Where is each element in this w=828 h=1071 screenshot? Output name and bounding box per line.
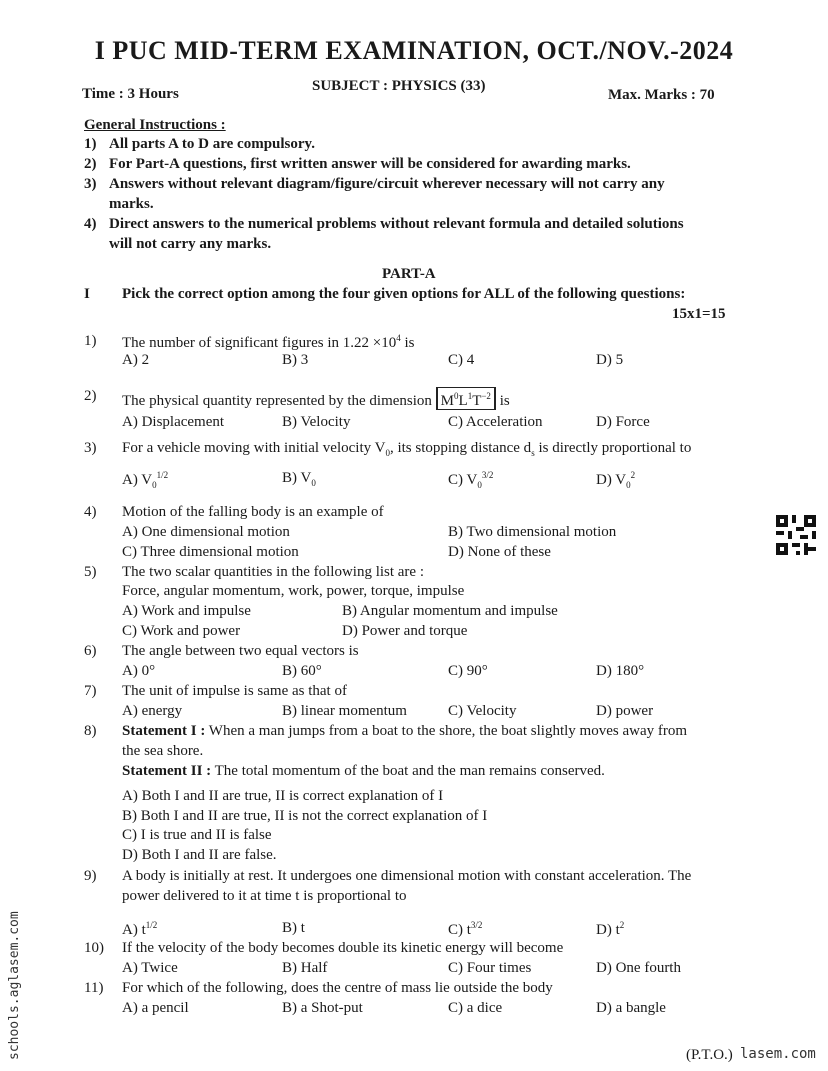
question-number: 2) [84, 388, 97, 404]
option-b: B) Angular momentum and impulse [342, 603, 558, 619]
option-d: D) Force [596, 414, 650, 430]
question-number: 3) [84, 440, 97, 456]
watermark-bottom: lasem.com [740, 1046, 816, 1062]
option-d: D) a bangle [596, 1000, 666, 1016]
option-a: A) Work and impulse [122, 603, 251, 619]
question-number: 4) [84, 504, 97, 520]
option-b: B) Half [282, 960, 328, 976]
option-b: B) Velocity [282, 414, 351, 430]
statement-two: Statement II : The total momentum of the boat and the man remains conserved. [122, 763, 605, 779]
option-a: A) Both I and II are true, II is correct explanation of I [122, 788, 444, 804]
option-a: A) $t^{1/2}$ [122, 920, 158, 938]
instruction-text: All parts A to D are compulsory. [109, 136, 315, 152]
instruction-text: For Part-A questions, first written answer will be considered for awarding marks. [109, 156, 631, 172]
question-text: For a vehicle moving with initial velocity $V_0$, its stopping distance $d_s$ is directly proportional to [122, 440, 692, 458]
option-b: B) t [282, 920, 305, 936]
option-c: C) Work and power [122, 623, 241, 639]
time-label: Time : 3 Hours [82, 86, 179, 102]
pto-note: (P.T.O.) [686, 1047, 733, 1063]
instruction-num: 4) [84, 216, 97, 232]
option-c: C) $t^{3/2}$ [448, 920, 483, 938]
option-a: A) 0° [122, 663, 156, 679]
option-d: D) power [596, 703, 654, 719]
option-b: B) 3 [282, 352, 309, 368]
instructions-heading: General Instructions : [84, 117, 226, 133]
instruction-text: Answers without relevant diagram/figure/circuit wherever necessary will not carry any [109, 176, 665, 192]
exam-title: I PUC MID-TERM EXAMINATION, OCT./NOV.-2024 [94, 36, 734, 65]
question-text: A body is initially at rest. It undergoes one dimensional motion with constant acceleration. The [122, 868, 692, 884]
question-number: 8) [84, 723, 97, 739]
option-a: A) One dimensional motion [122, 524, 290, 540]
question-number: 10) [84, 940, 104, 956]
question-text: The two scalar quantities in the following list are : [122, 564, 425, 580]
question-number: 5) [84, 564, 97, 580]
option-c: C) Three dimensional motion [122, 544, 299, 560]
question-text: The physical quantity represented by the dimension $M^0L^1T^{-2}$ is [122, 387, 510, 410]
question-number: 7) [84, 683, 97, 699]
option-d: D) $t^2$ [596, 920, 625, 938]
option-c: C) a dice [448, 1000, 503, 1016]
option-b: B) 60° [282, 663, 322, 679]
instruction-text: Direct answers to the numerical problems without relevant formula and detailed solutions [109, 216, 684, 232]
instruction-text: will not carry any marks. [109, 236, 272, 252]
question-number: 1) [84, 333, 97, 349]
part-heading: PART-A [382, 266, 436, 282]
section-number: I [84, 286, 90, 302]
qr-code [776, 515, 816, 555]
option-c: C) Velocity [448, 703, 517, 719]
option-d: D) 5 [596, 352, 624, 368]
option-d: D) One fourth [596, 960, 681, 976]
question-text: Force, angular momentum, work, power, torque, impulse [122, 583, 465, 599]
dimension-formula: $M^0L^1T^{-2}$ [436, 387, 496, 410]
question-number: 9) [84, 868, 97, 884]
question-text: The number of significant figures in $1.22 \times 10^4$ is [122, 333, 415, 351]
option-b: B) Two dimensional motion [448, 524, 617, 540]
option-c: C) 4 [448, 352, 475, 368]
option-a: A) Twice [122, 960, 178, 976]
option-a: A) $V_0^{1/2}$ [122, 470, 169, 490]
max-marks-label: Max. Marks : 70 [608, 87, 715, 103]
option-d: D) 180° [596, 663, 645, 679]
subject-label: SUBJECT : PHYSICS (33) [312, 78, 486, 94]
question-number: 6) [84, 643, 97, 659]
option-d: D) None of these [448, 544, 551, 560]
question-text: The unit of impulse is same as that of [122, 683, 347, 699]
statement-one: Statement I : When a man jumps from a boat to the shore, the boat slightly moves away from [122, 723, 688, 739]
statement-one-cont: the sea shore. [122, 743, 204, 759]
option-c: C) Acceleration [448, 414, 543, 430]
question-text: For which of the following, does the centre of mass lie outside the body [122, 980, 553, 996]
option-c: C) Four times [448, 960, 532, 976]
watermark-side: schools.aglasem.com [7, 911, 22, 1060]
section-instruction: Pick the correct option among the four given options for ALL of the following questions: [122, 286, 686, 302]
option-c: C) $V_0^{3/2}$ [448, 470, 494, 490]
instruction-num: 1) [84, 136, 97, 152]
option-b: B) linear momentum [282, 703, 407, 719]
option-d: D) Both I and II are false. [122, 847, 277, 863]
section-marks: 15x1=15 [672, 306, 726, 322]
instruction-num: 2) [84, 156, 97, 172]
instruction-text: marks. [109, 196, 154, 212]
question-text: power delivered to it at time t is proportional to [122, 888, 407, 904]
option-d: D) Power and torque [342, 623, 468, 639]
option-b: B) $V_0$ [282, 470, 316, 488]
question-number: 11) [84, 980, 104, 996]
option-b: B) a Shot-put [282, 1000, 363, 1016]
option-c: C) I is true and II is false [122, 827, 272, 843]
option-a: A) energy [122, 703, 183, 719]
option-b: B) Both I and II are true, II is not the correct explanation of I [122, 808, 488, 824]
question-text: The angle between two equal vectors is [122, 643, 359, 659]
option-a: A) a pencil [122, 1000, 189, 1016]
instruction-num: 3) [84, 176, 97, 192]
option-d: D) $V_0^2$ [596, 470, 636, 490]
option-a: A) Displacement [122, 414, 225, 430]
option-c: C) 90° [448, 663, 488, 679]
question-text: Motion of the falling body is an example of [122, 504, 384, 520]
question-text: If the velocity of the body becomes double its kinetic energy will become [122, 940, 564, 956]
option-a: A) 2 [122, 352, 150, 368]
